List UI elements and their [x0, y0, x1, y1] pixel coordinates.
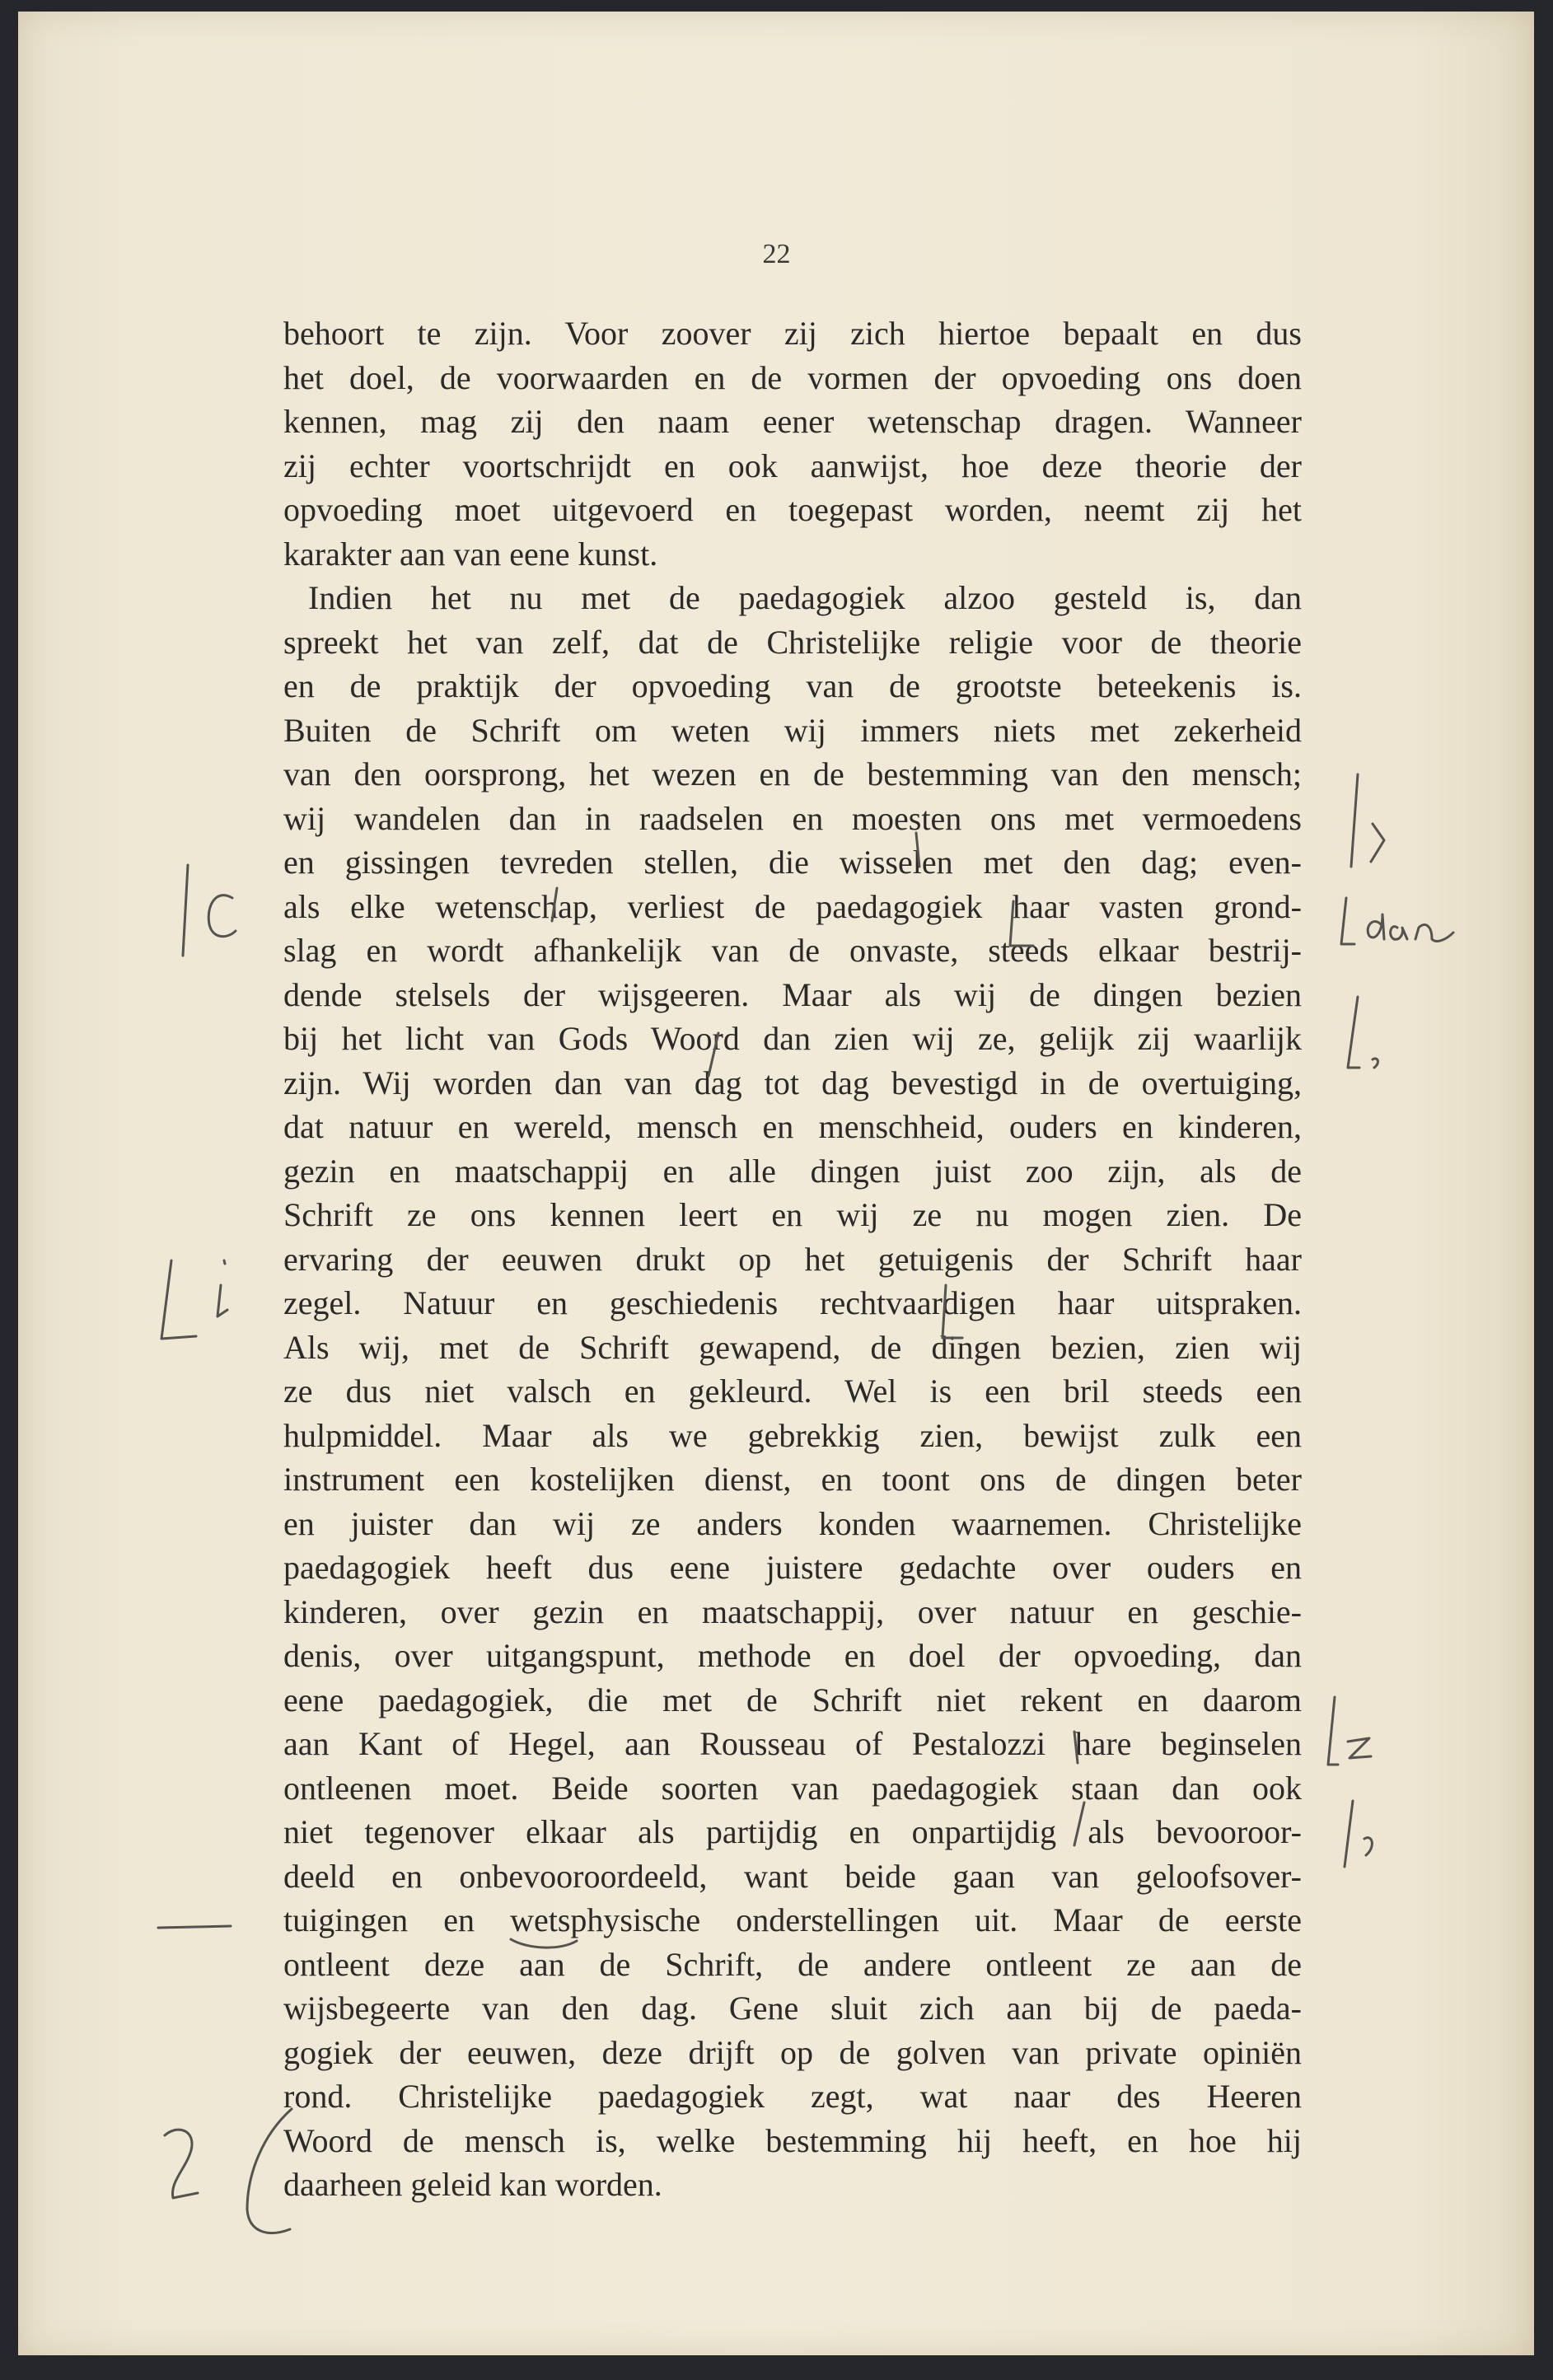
text-line: gogiek der eeuwen, deze drijft op de golven van private opiniën	[283, 2033, 1302, 2071]
text-line: Buiten de Schrift om weten wij immers niets met zekerheid	[283, 711, 1302, 749]
text-line: spreekt het van zelf, dat de Christelijke religie voor de theorie	[283, 623, 1302, 661]
text-line: bij het licht van Gods Woord dan zien wij ze, gelijk zij waarlijk	[283, 1020, 1302, 1057]
text-line: van den oorsprong, het wezen en de bestemming van den mensch;	[283, 755, 1302, 793]
text-line: ze dus niet valsch en gekleurd. Wel is een bril steeds een	[283, 1372, 1302, 1410]
text-line: hulpmiddel. Maar als we gebrekkig zien, bewijst zulk een	[283, 1416, 1302, 1454]
text-line: zegel. Natuur en geschiedenis rechtvaardigen haar uitspraken.	[283, 1284, 1302, 1321]
text-line: aan Kant of Hegel, aan Rousseau of Pestalozzi hare beginselen	[283, 1725, 1302, 1762]
text-line: ervaring der eeuwen drukt op het getuigenis der Schrift haar	[283, 1240, 1302, 1278]
text-line: het doel, de voorwaarden en de vormen der opvoeding ons doen	[283, 358, 1302, 396]
text-line: wij wandelen dan in raadselen en moesten ons met vermoedens	[283, 799, 1302, 837]
text-line: rond. Christelijke paedagogiek zegt, wat naar des Heeren	[283, 2078, 1302, 2115]
text-line: daarheen geleid kan worden.	[283, 2166, 662, 2203]
text-line: tuigingen en wetsphysische onderstellingen uit. Maar de eerste	[283, 1901, 1302, 1938]
text-line: dende stelsels der wijsgeeren. Maar als wij de dingen bezien	[283, 975, 1302, 1013]
text-line: zijn. Wij worden dan van dag tot dag bevestigd in de overtuiging,	[283, 1064, 1302, 1101]
body-text	[283, 311, 1302, 2207]
text-line: niet tegenover elkaar als partijdig en onpartijdig als bevooroor-	[283, 1813, 1302, 1850]
text-line: dat natuur en wereld, mensch en menschheid, ouders en kinderen,	[283, 1108, 1302, 1145]
text-line: karakter aan van eene kunst.	[283, 535, 658, 573]
text-line: als elke wetenschap, verliest de paedagogiek haar vasten grond-	[283, 887, 1302, 925]
text-line: en de praktijk der opvoeding van de grootste beteekenis is.	[283, 667, 1302, 704]
text-line: wijsbegeerte van den dag. Gene sluit zich aan bij de paeda-	[283, 1990, 1302, 2027]
text-line: deeld en onbevooroordeeld, want beide gaan van geloofsover-	[283, 1857, 1302, 1895]
text-line: gezin en maatschappij en alle dingen juist zoo zijn, als de	[283, 1152, 1302, 1190]
text-line: Woord de mensch is, welke bestemming hij heeft, en hoe hij	[283, 2121, 1302, 2159]
text-line: en juister dan wij ze anders konden waarnemen. Christelijke	[283, 1504, 1302, 1542]
text-line: behoort te zijn. Voor zoover zij zich hiertoe bepaalt en dus	[283, 315, 1302, 352]
text-line: en gissingen tevreden stellen, die wisselen met den dag; even-	[283, 844, 1302, 881]
text-line: denis, over uitgangspunt, methode en doel der opvoeding, dan	[283, 1637, 1302, 1674]
text-line: instrument een kostelijken dienst, en toont ons de dingen beter	[283, 1461, 1302, 1498]
page-number: 22	[762, 239, 791, 269]
text-line: Als wij, met de Schrift gewapend, de dingen bezien, zien wij	[283, 1328, 1302, 1366]
text-line: paedagogiek heeft dus eene juistere gedachte over ouders en	[283, 1549, 1302, 1586]
text-line: kennen, mag zij den naam eener wetenschap dragen. Wanneer	[283, 403, 1302, 440]
text-line: kinderen, over gezin en maatschappij, over natuur en geschie-	[283, 1592, 1302, 1630]
text-line: ontleent deze aan de Schrift, de andere ontleent ze aan de	[283, 1945, 1302, 1983]
text-line: ontleenen moet. Beide soorten van paedagogiek staan dan ook	[283, 1769, 1302, 1807]
text-line: slag en wordt afhankelijk van de onvaste, steeds elkaar bestrij-	[283, 932, 1302, 969]
text-line: Indien het nu met de paedagogiek alzoo gesteld is, dan	[308, 579, 1302, 616]
text-line: zij echter voortschrijdt en ook aanwijst, hoe deze theorie der	[283, 447, 1302, 484]
text-line: Schrift ze ons kennen leert en wij ze nu mogen zien. De	[283, 1196, 1302, 1233]
text-line: eene paedagogiek, die met de Schrift niet rekent en daarom	[283, 1681, 1302, 1718]
text-line: opvoeding moet uitgevoerd en toegepast worden, neemt zij het	[283, 491, 1302, 528]
